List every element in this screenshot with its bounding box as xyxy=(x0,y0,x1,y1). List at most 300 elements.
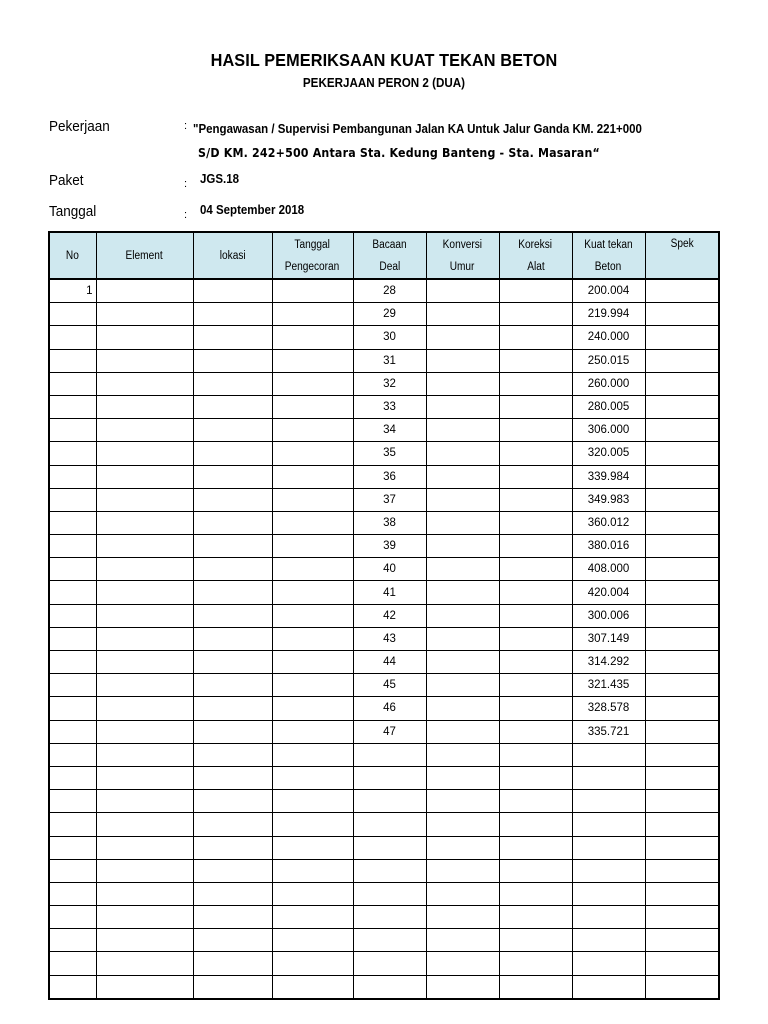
table-cell-tanggal-pengecoran xyxy=(272,326,353,349)
table-row xyxy=(49,581,719,604)
table-cell-koreksi-alat xyxy=(499,766,572,789)
table-cell-koreksi-alat xyxy=(499,836,572,859)
table-cell-koreksi-alat xyxy=(499,813,572,836)
table-cell-bacaan-deal xyxy=(353,790,426,813)
table-cell-koreksi-alat xyxy=(499,511,572,534)
table-cell-spek xyxy=(645,836,719,859)
table-cell-lokasi xyxy=(193,558,272,581)
table-cell-spek xyxy=(645,720,719,743)
table-cell-bacaan-deal xyxy=(353,906,426,929)
table-cell-konversi-umur xyxy=(426,952,499,975)
table-row xyxy=(49,535,719,558)
table-cell-kuat-tekan-beton: 360.012 xyxy=(572,511,645,534)
table-cell-konversi-umur xyxy=(426,790,499,813)
table-cell-lokasi xyxy=(193,488,272,511)
column-header-kuat-tekan-beton xyxy=(572,232,645,279)
table-cell-bacaan-deal: 43 xyxy=(353,627,426,650)
table-cell-bacaan-deal: 41 xyxy=(353,581,426,604)
table-cell-no xyxy=(49,465,96,488)
table-cell-koreksi-alat xyxy=(499,929,572,952)
table-cell-kuat-tekan-beton: 339.984 xyxy=(572,465,645,488)
table-cell-tanggal-pengecoran xyxy=(272,627,353,650)
table-cell-konversi-umur xyxy=(426,975,499,999)
column-header-text: No xyxy=(66,249,80,262)
table-row xyxy=(49,975,719,999)
table-cell-element xyxy=(96,581,193,604)
table-cell-element xyxy=(96,929,193,952)
table-cell-spek xyxy=(645,604,719,627)
table-cell-element xyxy=(96,697,193,720)
table-row xyxy=(49,511,719,534)
table-cell-lokasi xyxy=(193,790,272,813)
table-cell-konversi-umur xyxy=(426,558,499,581)
table-cell-bacaan-deal: 28 xyxy=(353,279,426,303)
table-cell-koreksi-alat xyxy=(499,627,572,650)
table-cell-tanggal-pengecoran xyxy=(272,766,353,789)
table-header-row xyxy=(49,232,719,279)
table-cell-tanggal-pengecoran xyxy=(272,882,353,905)
table-cell-koreksi-alat xyxy=(499,720,572,743)
column-header-tanggal-pengecoran xyxy=(272,232,353,279)
table-cell-koreksi-alat xyxy=(499,859,572,882)
table-cell-koreksi-alat xyxy=(499,488,572,511)
table-cell-konversi-umur xyxy=(426,511,499,534)
table-cell-bacaan-deal xyxy=(353,836,426,859)
table-cell-kuat-tekan-beton xyxy=(572,743,645,766)
table-cell-koreksi-alat xyxy=(499,326,572,349)
table-cell-lokasi xyxy=(193,952,272,975)
table-cell-konversi-umur xyxy=(426,465,499,488)
table-cell-tanggal-pengecoran xyxy=(272,511,353,534)
table-cell-kuat-tekan-beton xyxy=(572,882,645,905)
table-row xyxy=(49,651,719,674)
table-cell-no xyxy=(49,651,96,674)
table-cell-element xyxy=(96,790,193,813)
column-header-text: Umur xyxy=(450,260,475,273)
table-cell-no: 1 xyxy=(49,279,96,303)
table-cell-spek xyxy=(645,581,719,604)
table-cell-tanggal-pengecoran xyxy=(272,975,353,999)
document-subtitle: PEKERJAAN PERON 2 (DUA) xyxy=(302,76,466,90)
table-cell-element xyxy=(96,651,193,674)
table-cell-kuat-tekan-beton: 200.004 xyxy=(572,279,645,303)
table-cell-tanggal-pengecoran xyxy=(272,720,353,743)
table-cell-koreksi-alat xyxy=(499,581,572,604)
table-row xyxy=(49,627,719,650)
table-cell-bacaan-deal xyxy=(353,952,426,975)
table-cell-koreksi-alat xyxy=(499,906,572,929)
table-cell-konversi-umur xyxy=(426,279,499,303)
table-cell-koreksi-alat xyxy=(499,882,572,905)
table-cell-lokasi xyxy=(193,442,272,465)
column-header-text: Alat xyxy=(526,260,545,273)
pekerjaan-colon: : xyxy=(184,120,188,132)
table-cell-no xyxy=(49,975,96,999)
table-cell-koreksi-alat xyxy=(499,743,572,766)
table-cell-bacaan-deal: 32 xyxy=(353,372,426,395)
table-cell-bacaan-deal: 40 xyxy=(353,558,426,581)
table-cell-bacaan-deal xyxy=(353,859,426,882)
table-row xyxy=(49,442,719,465)
table-cell-element xyxy=(96,859,193,882)
table-cell-kuat-tekan-beton: 314.292 xyxy=(572,651,645,674)
table-row xyxy=(49,743,719,766)
table-cell-no xyxy=(49,836,96,859)
table-cell-no xyxy=(49,882,96,905)
column-header-text: Element xyxy=(125,249,164,262)
table-cell-konversi-umur xyxy=(426,581,499,604)
table-cell-bacaan-deal: 42 xyxy=(353,604,426,627)
table-cell-kuat-tekan-beton: 250.015 xyxy=(572,349,645,372)
table-cell-koreksi-alat xyxy=(499,395,572,418)
column-header-no xyxy=(49,232,96,279)
table-cell-spek xyxy=(645,743,719,766)
table-cell-element xyxy=(96,558,193,581)
table-cell-lokasi xyxy=(193,511,272,534)
table-row xyxy=(49,604,719,627)
table-cell-spek xyxy=(645,303,719,326)
table-cell-konversi-umur xyxy=(426,604,499,627)
table-cell-lokasi xyxy=(193,535,272,558)
table-row xyxy=(49,697,719,720)
table-cell-lokasi xyxy=(193,697,272,720)
table-cell-no xyxy=(49,535,96,558)
table-cell-koreksi-alat xyxy=(499,674,572,697)
table-cell-kuat-tekan-beton: 219.994 xyxy=(572,303,645,326)
table-cell-element xyxy=(96,279,193,303)
table-cell-konversi-umur xyxy=(426,929,499,952)
table-cell-bacaan-deal: 46 xyxy=(353,697,426,720)
table-cell-element xyxy=(96,906,193,929)
table-cell-spek xyxy=(645,697,719,720)
table-cell-no xyxy=(49,581,96,604)
table-cell-koreksi-alat xyxy=(499,535,572,558)
table-cell-spek xyxy=(645,975,719,999)
table-row xyxy=(49,558,719,581)
table-cell-no xyxy=(49,813,96,836)
table-cell-kuat-tekan-beton: 280.005 xyxy=(572,395,645,418)
table-cell-element xyxy=(96,511,193,534)
table-cell-bacaan-deal: 36 xyxy=(353,465,426,488)
table-cell-kuat-tekan-beton: 321.435 xyxy=(572,674,645,697)
table-cell-element xyxy=(96,604,193,627)
table-cell-koreksi-alat xyxy=(499,465,572,488)
table-cell-spek xyxy=(645,442,719,465)
table-cell-lokasi xyxy=(193,372,272,395)
table-cell-lokasi xyxy=(193,882,272,905)
table-cell-no xyxy=(49,488,96,511)
table-cell-lokasi xyxy=(193,743,272,766)
table-row xyxy=(49,836,719,859)
table-row xyxy=(49,720,719,743)
table-row xyxy=(49,395,719,418)
table-cell-bacaan-deal: 38 xyxy=(353,511,426,534)
table-cell-kuat-tekan-beton xyxy=(572,766,645,789)
table-cell-spek xyxy=(645,326,719,349)
tanggal-colon: : xyxy=(184,209,188,221)
table-cell-element xyxy=(96,952,193,975)
table-cell-koreksi-alat xyxy=(499,303,572,326)
table-cell-element xyxy=(96,465,193,488)
table-cell-kuat-tekan-beton: 328.578 xyxy=(572,697,645,720)
table-cell-no xyxy=(49,395,96,418)
table-cell-spek xyxy=(645,558,719,581)
table-cell-kuat-tekan-beton xyxy=(572,836,645,859)
table-cell-element xyxy=(96,372,193,395)
column-header-text: Koreksi xyxy=(518,238,553,251)
table-cell-bacaan-deal: 31 xyxy=(353,349,426,372)
table-cell-lokasi xyxy=(193,395,272,418)
table-cell-tanggal-pengecoran xyxy=(272,929,353,952)
table-cell-spek xyxy=(645,859,719,882)
table-cell-element xyxy=(96,535,193,558)
table-cell-bacaan-deal xyxy=(353,766,426,789)
table-cell-element xyxy=(96,743,193,766)
table-cell-spek xyxy=(645,279,719,303)
table-cell-no xyxy=(49,906,96,929)
table-row xyxy=(49,859,719,882)
table-cell-no xyxy=(49,372,96,395)
table-cell-konversi-umur xyxy=(426,627,499,650)
table-cell-no xyxy=(49,674,96,697)
table-cell-spek xyxy=(645,952,719,975)
table-cell-no xyxy=(49,697,96,720)
column-header-element xyxy=(96,232,193,279)
table-cell-tanggal-pengecoran xyxy=(272,697,353,720)
table-cell-konversi-umur xyxy=(426,813,499,836)
table-cell-koreksi-alat xyxy=(499,697,572,720)
table-cell-element xyxy=(96,326,193,349)
table-cell-konversi-umur xyxy=(426,859,499,882)
table-cell-konversi-umur xyxy=(426,419,499,442)
table-cell-no xyxy=(49,952,96,975)
table-cell-bacaan-deal xyxy=(353,882,426,905)
table-cell-kuat-tekan-beton xyxy=(572,952,645,975)
table-cell-kuat-tekan-beton: 240.000 xyxy=(572,326,645,349)
table-row xyxy=(49,674,719,697)
table-cell-kuat-tekan-beton: 380.016 xyxy=(572,535,645,558)
table-cell-element xyxy=(96,303,193,326)
table-cell-lokasi xyxy=(193,279,272,303)
table-cell-bacaan-deal xyxy=(353,813,426,836)
table-cell-konversi-umur xyxy=(426,349,499,372)
table-cell-lokasi xyxy=(193,813,272,836)
table-cell-bacaan-deal xyxy=(353,743,426,766)
table-cell-kuat-tekan-beton xyxy=(572,790,645,813)
table-cell-konversi-umur xyxy=(426,720,499,743)
table-cell-spek xyxy=(645,906,719,929)
table-cell-no xyxy=(49,627,96,650)
table-cell-tanggal-pengecoran xyxy=(272,419,353,442)
table-cell-tanggal-pengecoran xyxy=(272,604,353,627)
table-cell-koreksi-alat xyxy=(499,790,572,813)
table-row xyxy=(49,303,719,326)
table-cell-lokasi xyxy=(193,836,272,859)
table-cell-lokasi xyxy=(193,720,272,743)
table-cell-koreksi-alat xyxy=(499,975,572,999)
results-table xyxy=(48,231,720,1000)
table-cell-spek xyxy=(645,511,719,534)
column-header-lokasi xyxy=(193,232,272,279)
table-cell-element xyxy=(96,488,193,511)
table-cell-konversi-umur xyxy=(426,372,499,395)
table-cell-lokasi xyxy=(193,349,272,372)
table-cell-bacaan-deal: 44 xyxy=(353,651,426,674)
table-row xyxy=(49,419,719,442)
table-cell-kuat-tekan-beton: 335.721 xyxy=(572,720,645,743)
table-cell-element xyxy=(96,720,193,743)
table-cell-kuat-tekan-beton: 408.000 xyxy=(572,558,645,581)
table-cell-lokasi xyxy=(193,326,272,349)
table-cell-koreksi-alat xyxy=(499,372,572,395)
table-cell-tanggal-pengecoran xyxy=(272,303,353,326)
table-cell-spek xyxy=(645,882,719,905)
table-row xyxy=(49,766,719,789)
table-cell-tanggal-pengecoran xyxy=(272,743,353,766)
table-cell-tanggal-pengecoran xyxy=(272,836,353,859)
column-header-text: Pengecoran xyxy=(285,260,340,273)
table-cell-lokasi xyxy=(193,651,272,674)
table-cell-konversi-umur xyxy=(426,836,499,859)
table-cell-kuat-tekan-beton: 420.004 xyxy=(572,581,645,604)
table-cell-element xyxy=(96,836,193,859)
table-cell-spek xyxy=(645,651,719,674)
pekerjaan-value-line2: S/D KM. 242+500 Antara Sta. Kedung Banteng - Sta. Masaran“ xyxy=(198,146,600,160)
column-header-text: Spek xyxy=(670,238,694,250)
table-cell-element xyxy=(96,627,193,650)
table-cell-bacaan-deal: 35 xyxy=(353,442,426,465)
table-cell-lokasi xyxy=(193,627,272,650)
table-cell-spek xyxy=(645,674,719,697)
table-row xyxy=(49,465,719,488)
table-cell-bacaan-deal: 39 xyxy=(353,535,426,558)
document-title: HASIL PEMERIKSAAN KUAT TEKAN BETON xyxy=(210,50,558,70)
table-cell-element xyxy=(96,419,193,442)
table-cell-lokasi xyxy=(193,465,272,488)
tanggal-value: 04 September 2018 xyxy=(200,203,305,217)
table-cell-konversi-umur xyxy=(426,326,499,349)
table-cell-spek xyxy=(645,790,719,813)
table-cell-tanggal-pengecoran xyxy=(272,558,353,581)
table-cell-no xyxy=(49,766,96,789)
table-cell-kuat-tekan-beton: 306.000 xyxy=(572,419,645,442)
table-cell-no xyxy=(49,790,96,813)
table-cell-element xyxy=(96,395,193,418)
table-cell-konversi-umur xyxy=(426,535,499,558)
table-cell-spek xyxy=(645,627,719,650)
table-cell-tanggal-pengecoran xyxy=(272,349,353,372)
table-cell-tanggal-pengecoran xyxy=(272,581,353,604)
table-cell-tanggal-pengecoran xyxy=(272,372,353,395)
paket-value: JGS.18 xyxy=(200,172,239,186)
table-cell-element xyxy=(96,813,193,836)
column-header-text: Bacaan xyxy=(372,238,407,251)
table-cell-tanggal-pengecoran xyxy=(272,279,353,303)
table-row xyxy=(49,326,719,349)
table-cell-no xyxy=(49,326,96,349)
table-cell-no xyxy=(49,419,96,442)
table-cell-tanggal-pengecoran xyxy=(272,813,353,836)
pekerjaan-label: Pekerjaan xyxy=(49,118,110,135)
table-cell-tanggal-pengecoran xyxy=(272,442,353,465)
table-cell-lokasi xyxy=(193,766,272,789)
table-cell-koreksi-alat xyxy=(499,952,572,975)
table-cell-kuat-tekan-beton xyxy=(572,859,645,882)
table-cell-koreksi-alat xyxy=(499,442,572,465)
table-cell-spek xyxy=(645,349,719,372)
table-cell-konversi-umur xyxy=(426,882,499,905)
table-cell-spek xyxy=(645,929,719,952)
table-cell-koreksi-alat xyxy=(499,419,572,442)
table-cell-kuat-tekan-beton: 307.149 xyxy=(572,627,645,650)
table-cell-kuat-tekan-beton: 349.983 xyxy=(572,488,645,511)
table-row xyxy=(49,790,719,813)
column-header-text: Beton xyxy=(595,260,622,273)
table-cell-kuat-tekan-beton: 260.000 xyxy=(572,372,645,395)
table-cell-kuat-tekan-beton: 320.005 xyxy=(572,442,645,465)
table-cell-no xyxy=(49,442,96,465)
table-cell-lokasi xyxy=(193,859,272,882)
table-cell-no xyxy=(49,303,96,326)
column-header-bacaan-deal xyxy=(353,232,426,279)
table-cell-spek xyxy=(645,766,719,789)
table-cell-element xyxy=(96,674,193,697)
table-cell-lokasi xyxy=(193,604,272,627)
table-cell-no xyxy=(49,859,96,882)
table-cell-tanggal-pengecoran xyxy=(272,906,353,929)
table-cell-spek xyxy=(645,465,719,488)
table-cell-konversi-umur xyxy=(426,303,499,326)
table-row xyxy=(49,813,719,836)
table-cell-tanggal-pengecoran xyxy=(272,674,353,697)
table-cell-bacaan-deal: 34 xyxy=(353,419,426,442)
table-cell-tanggal-pengecoran xyxy=(272,535,353,558)
table-cell-no xyxy=(49,604,96,627)
table-cell-element xyxy=(96,442,193,465)
table-cell-koreksi-alat xyxy=(499,279,572,303)
table-cell-bacaan-deal xyxy=(353,975,426,999)
table-cell-tanggal-pengecoran xyxy=(272,395,353,418)
table-cell-konversi-umur xyxy=(426,766,499,789)
table-row xyxy=(49,929,719,952)
table-cell-bacaan-deal: 45 xyxy=(353,674,426,697)
paket-colon: : xyxy=(184,178,188,190)
table-cell-lokasi xyxy=(193,929,272,952)
table-row xyxy=(49,488,719,511)
pekerjaan-value-line1: "Pengawasan / Supervisi Pembangunan Jalan KA Untuk Jalur Ganda KM. 221+000 xyxy=(193,122,642,136)
table-body xyxy=(49,279,719,999)
table-cell-konversi-umur xyxy=(426,651,499,674)
column-header-text: Deal xyxy=(379,260,400,273)
table-cell-koreksi-alat xyxy=(499,349,572,372)
table-cell-spek xyxy=(645,535,719,558)
table-cell-lokasi xyxy=(193,581,272,604)
column-header-text: Konversi xyxy=(442,238,483,251)
table-cell-tanggal-pengecoran xyxy=(272,488,353,511)
table-cell-no xyxy=(49,720,96,743)
table-cell-tanggal-pengecoran xyxy=(272,859,353,882)
table-cell-spek xyxy=(645,813,719,836)
table-cell-spek xyxy=(645,419,719,442)
table-cell-konversi-umur xyxy=(426,395,499,418)
column-header-text: Tanggal xyxy=(294,238,331,251)
table-cell-lokasi xyxy=(193,303,272,326)
column-header-koreksi-alat xyxy=(499,232,572,279)
table-cell-bacaan-deal: 47 xyxy=(353,720,426,743)
table-cell-konversi-umur xyxy=(426,743,499,766)
table-cell-lokasi xyxy=(193,674,272,697)
table-cell-no xyxy=(49,511,96,534)
